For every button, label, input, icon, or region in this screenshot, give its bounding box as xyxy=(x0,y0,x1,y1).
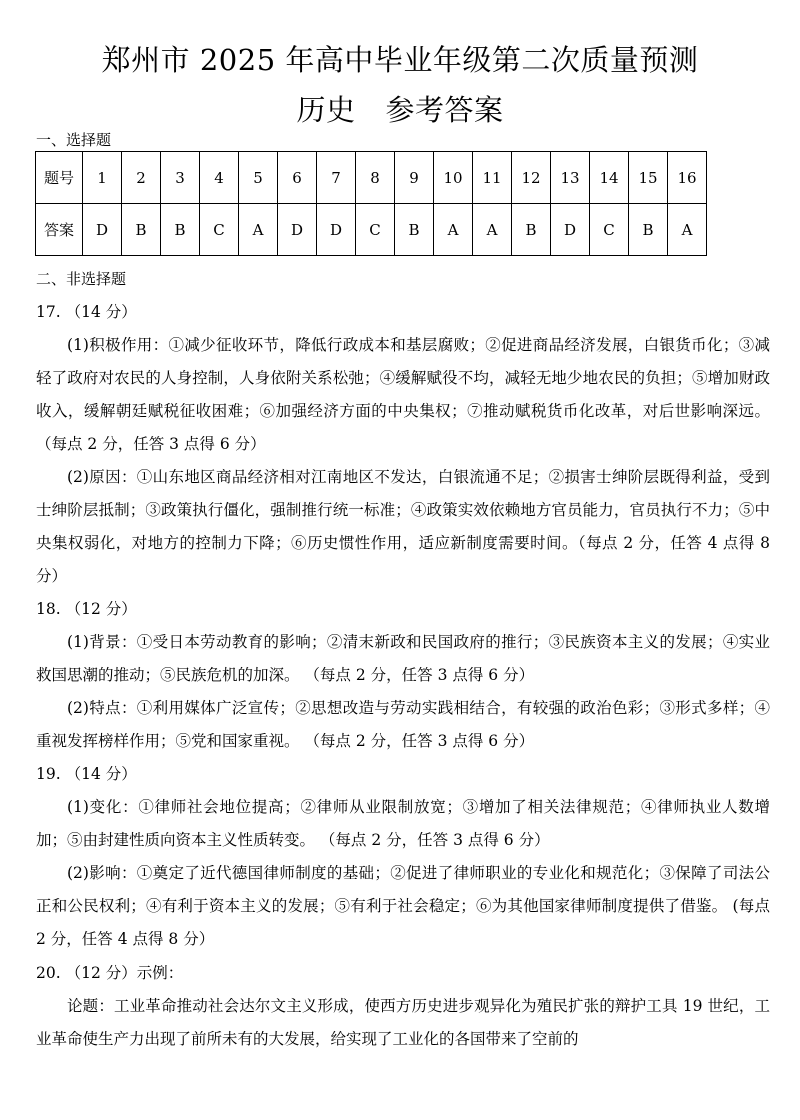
answer-cell: A xyxy=(668,204,707,256)
table-row xyxy=(36,152,707,204)
question-20-label: 20. （12 分）示例： xyxy=(36,964,184,982)
question-number: 10 xyxy=(434,152,473,204)
answer-cell: D xyxy=(317,204,356,256)
answer-cell: D xyxy=(278,204,317,256)
question-20-text: 论题：工业革命推动社会达尔文主义形成，使西方历史进步观异化为殖民扩张的辩护工具 19 世纪，工业革命使生产力出现了前所未有的大发展，给实现了工业化的各国带来了空前的 xyxy=(36,997,770,1048)
answer-cell: A xyxy=(473,204,512,256)
answer-cell: B xyxy=(161,204,200,256)
question-number: 13 xyxy=(551,152,590,204)
question-number: 9 xyxy=(395,152,434,204)
answer-cell: D xyxy=(83,204,122,256)
answer-cell: B xyxy=(512,204,551,256)
question-number: 8 xyxy=(356,152,395,204)
answer-cell: B xyxy=(395,204,434,256)
question-number: 6 xyxy=(278,152,317,204)
question-number: 4 xyxy=(200,152,239,204)
answer-cell: B xyxy=(122,204,161,256)
answer-cell: C xyxy=(200,204,239,256)
answer-cell: A xyxy=(239,204,278,256)
document-title: 郑州市 2025 年高中毕业年级第二次质量预测 xyxy=(101,43,699,77)
row-label-number: 题号 xyxy=(36,152,83,204)
question-number: 12 xyxy=(512,152,551,204)
answer-table xyxy=(35,151,707,256)
section-heading-nonchoice: 二、非选择题 xyxy=(36,270,127,288)
question-19-part-2: (2)影响：①奠定了近代德国律师制度的基础；②促进了律师职业的专业化和规范化；③保障了司法公正和公民权利；④有利于资本主义的发展；⑤有利于社会稳定；⑥为其他国家律师制度提供了借鉴。 (每点 2 分，任答 4 点得 8 分） xyxy=(36,864,770,948)
question-number: 5 xyxy=(239,152,278,204)
table-row xyxy=(36,204,707,256)
section-heading-choice: 一、选择题 xyxy=(36,131,112,149)
question-19-part-1: (1)变化：①律师社会地位提高；②律师从业限制放宽；③增加了相关法律规范；④律师执业人数增加；⑤由封建性质向资本主义性质转变。 （每点 2 分，任答 3 点得 6 分） xyxy=(36,798,770,849)
question-18-part-2: (2)特点：①利用媒体广泛宣传；②思想改造与劳动实践相结合，有较强的政治色彩；③形式多样；④重视发挥榜样作用；⑤党和国家重视。 （每点 2 分，任答 3 点得 6 分） xyxy=(36,699,770,750)
question-number: 2 xyxy=(122,152,161,204)
row-label-answer: 答案 xyxy=(36,204,83,256)
subject-label: 历史 xyxy=(296,93,356,127)
question-number: 14 xyxy=(590,152,629,204)
question-number: 7 xyxy=(317,152,356,204)
document-subtitle xyxy=(0,88,800,129)
question-18-label: 18. （12 分） xyxy=(36,600,137,618)
question-19-label: 19. （14 分） xyxy=(36,765,137,783)
question-number: 11 xyxy=(473,152,512,204)
question-number: 1 xyxy=(83,152,122,204)
answer-cell: C xyxy=(590,204,629,256)
answer-key-label: 参考答案 xyxy=(385,93,504,127)
answer-cell: A xyxy=(434,204,473,256)
question-18-part-1: (1)背景：①受日本劳动教育的影响；②清末新政和民国政府的推行；③民族资本主义的发展；④实业救国思潮的推动；⑤民族危机的加深。 （每点 2 分，任答 3 点得 6 分） xyxy=(36,633,770,684)
answer-cell: B xyxy=(629,204,668,256)
question-17-part-2: (2)原因：①山东地区商品经济相对江南地区不发达，白银流通不足；②损害士绅阶层既得利益，受到士绅阶层抵制；③政策执行僵化，强制推行统一标准；④政策实效依赖地方官员能力，官员执行不力；⑤中央集权弱化，对地方的控制力下降；⑥历史惯性作用，适应新制度需要时间。（每点 2 分，任答 4 点得 8 分） xyxy=(36,468,770,585)
question-17-label: 17. （14 分） xyxy=(36,303,137,321)
answer-cell: D xyxy=(551,204,590,256)
question-number: 15 xyxy=(629,152,668,204)
question-17-part-1: (1)积极作用：①减少征收环节，降低行政成本和基层腐败；②促进商品经济发展，白银货币化；③减轻了政府对农民的人身控制，人身依附关系松弛；④缓解赋役不均，减轻无地少地农民的负担；⑤增加财政收入，缓解朝廷赋税征收困难；⑥加强经济方面的中央集权；⑦推动赋税货币化改革，对后世影响深远。 （每点 2 分，任答 3 点得 6 分） xyxy=(36,336,770,453)
question-number: 3 xyxy=(161,152,200,204)
answer-cell: C xyxy=(356,204,395,256)
question-number: 16 xyxy=(668,152,707,204)
